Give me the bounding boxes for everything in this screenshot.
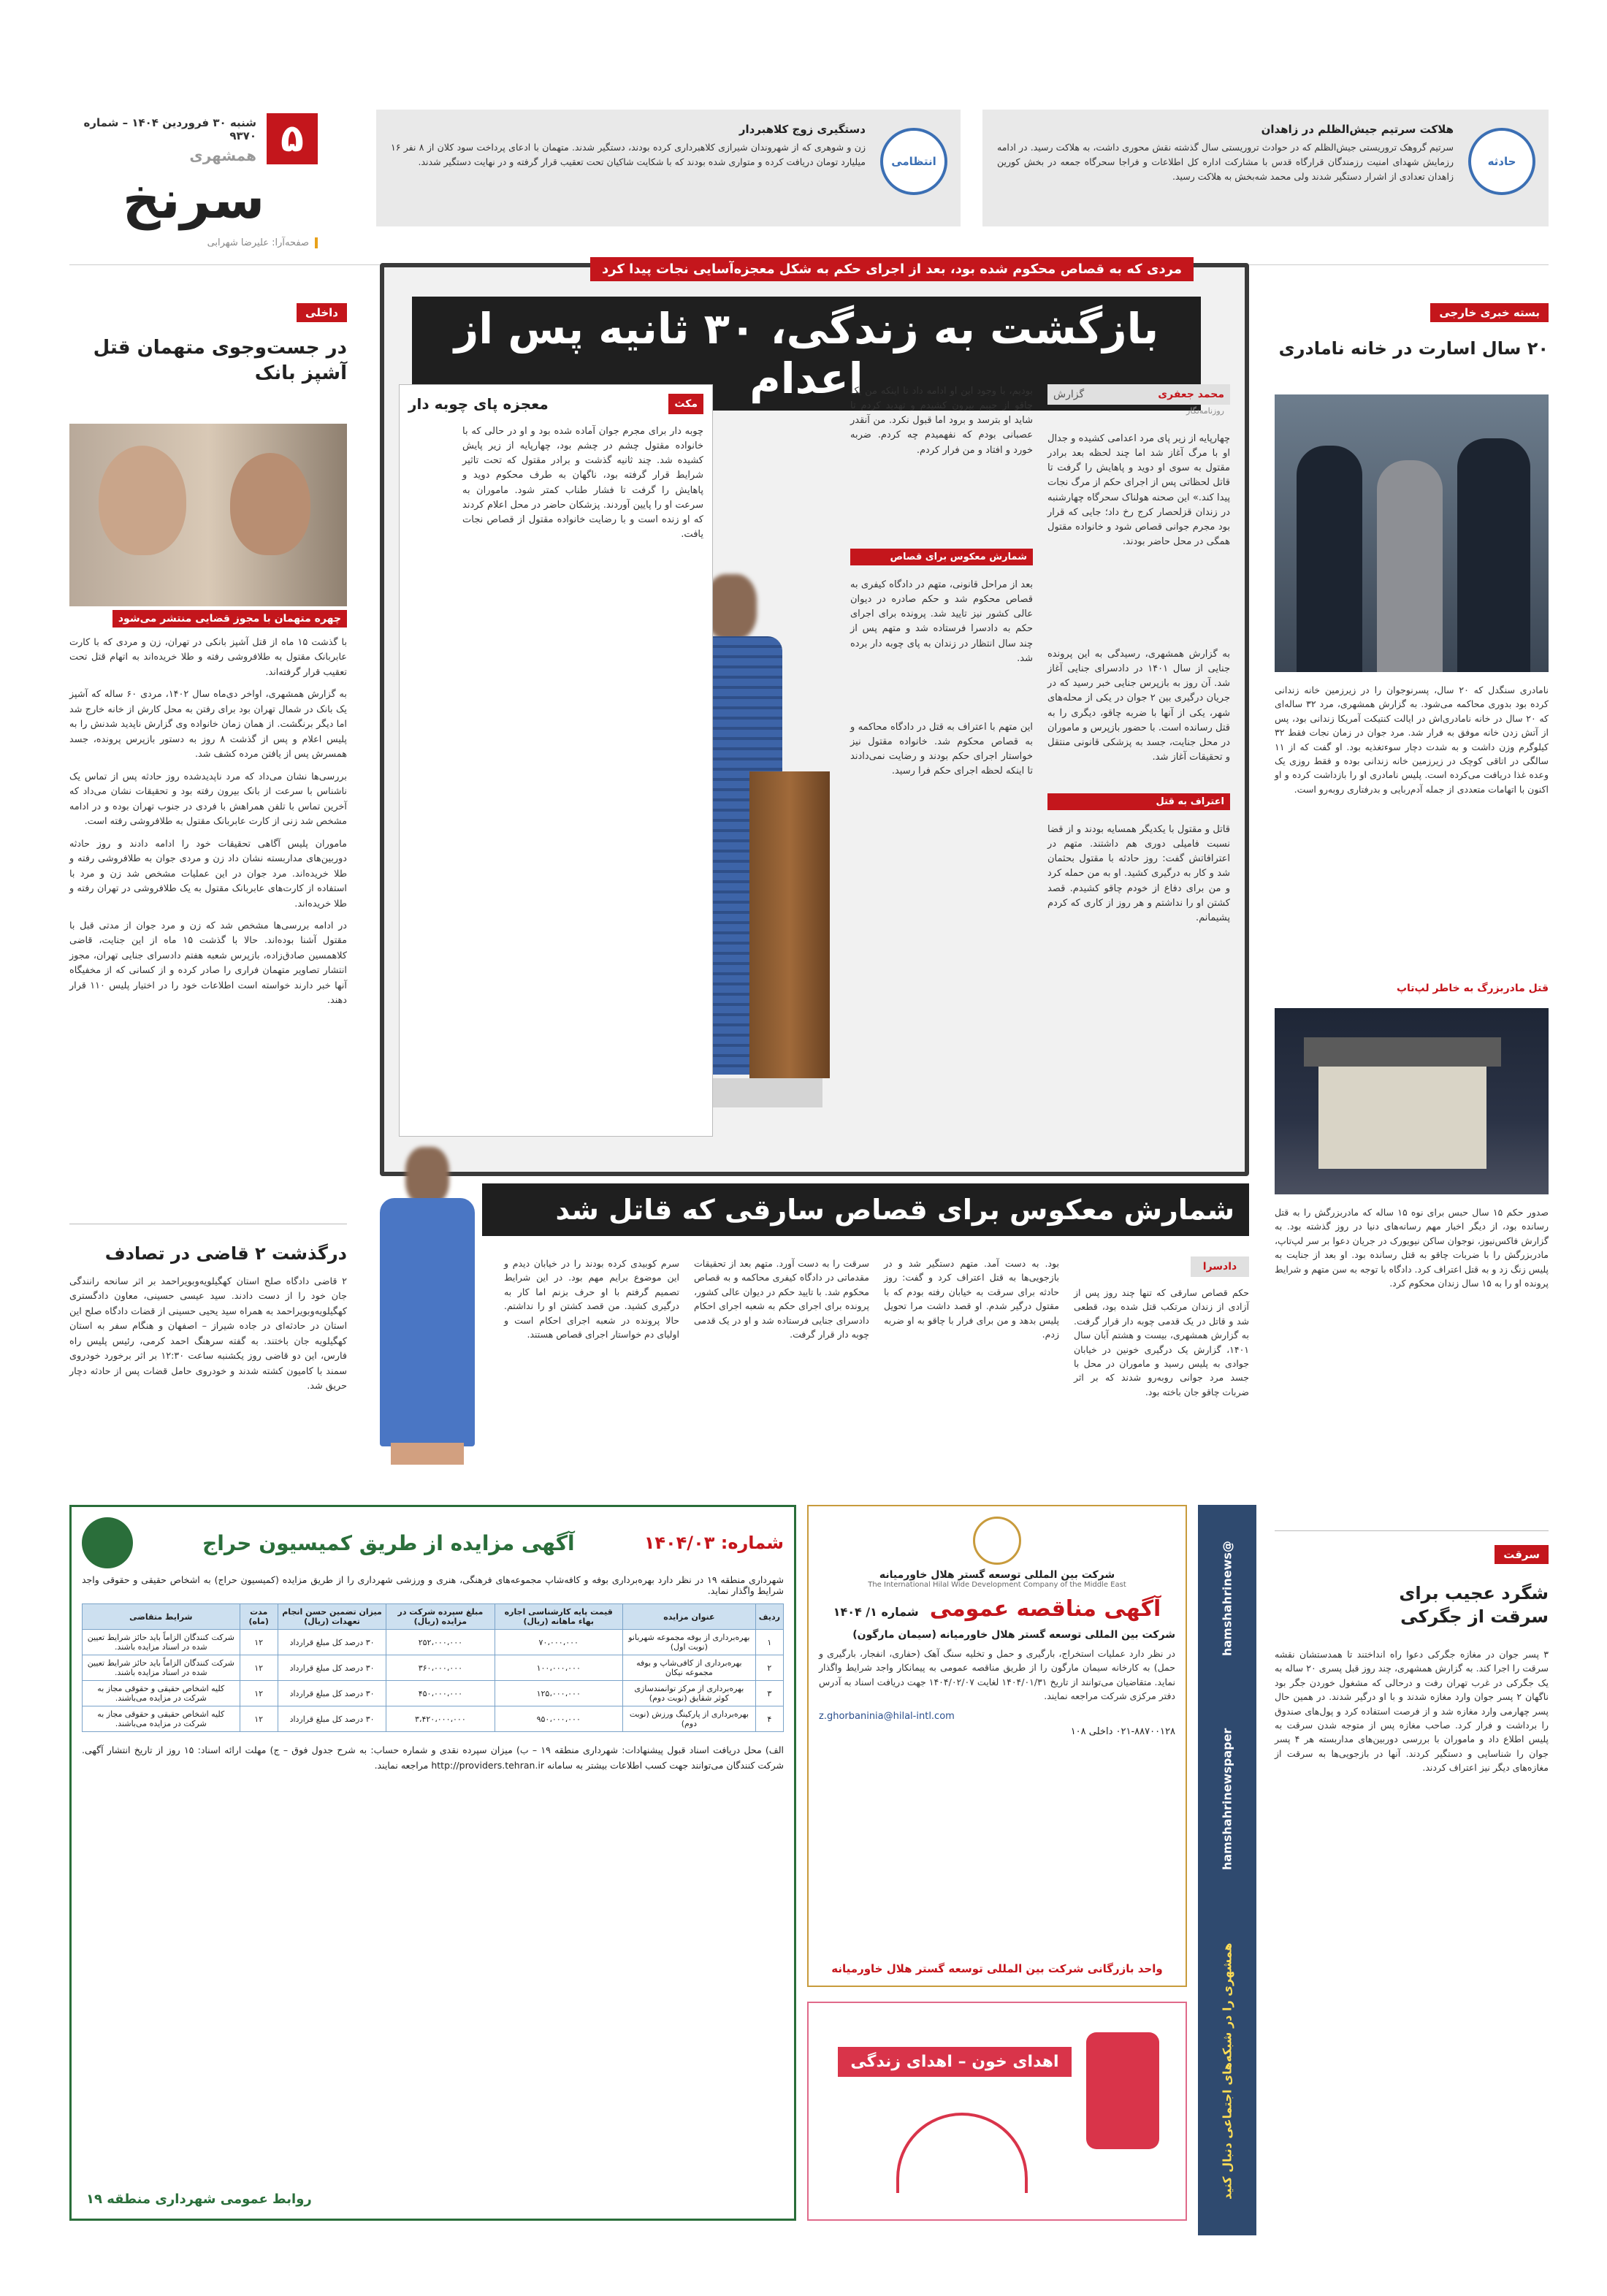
news-strip-item-2	[376, 110, 961, 226]
sidebar-box	[399, 384, 713, 1137]
company-en: The International Hilal Wide Development Company of the Middle East	[868, 1581, 1126, 1589]
auction-number: شماره: ۱۴۰۴/۰۳	[644, 1533, 784, 1553]
second-headline: شمارش معکوس برای قصاص سارقی که قاتل شد	[482, 1183, 1249, 1236]
story-body: با گذشت ۱۵ ماه از قتل آشپز بانکی در تهران، زن و مردی که با کارت عابربانک مقتول به طلافروشی رفته و طلا خریده‌اند به اتهام قتل تحت تعقیب قرار گرفته‌اند. به گزارش همشهری، اواخر دی‌ماه سال ۱۴۰۲، مردی ۶۰ ساله که آشپز یک بانک در شمال تهران بود برای رفتن به محل کارش از خانه خارج شد اما دیگر برنگشت. از همان زمان خانواده وی گزارش ناپدید شدنش را به پلیس اعلام و پس از گذشت ۸ روز به دستور بازپرس پرونده، جسد همسرش پس از یافتن مرده کشف شد. بررسی‌ها نشان می‌داد که مرد ناپدیدشده روز حادثه پس از تماس یک ناشناس با سرعت از بانک بیرون رفته بود و تحقیقات نشان می‌داد که آخرین تماس با تلفن همراهش با فردی در جنوب تهران بوده و در ادامه مشخص شد زنی از کارت عابربانک مقتول به طلافروشی رفته است. ماموران پلیس آگاهی تحقیقات خود را ادامه دادند و روز حادثه دوربین‌های مداربسته نشان داد زن و مردی جوان به طلافروشی رفته و طلا خریده‌اند. مرد جوان در این عملیات مشخص شد زن و مرد با استفاده از کارت‌های عابربانک مقتول به یک طلافروشی در تهران رفته و طلا خریده‌اند. در ادامه بررسی‌ها مشخص شد که زن و مرد جوان از مدتی قبل با مقتول آشنا بوده‌اند. حالا با گذشت ۱۵ ماه از این جنایت، قاضی کلاهمسین صادق‌زاده، بازپرس شعبه هفتم دادسرای جنایی تهران، مجوز انتشار تصاویر متهمان فراری را صادر کرده و از کسانی که از مخفیگاه آنها خبر دارند خواسته است اطلاعات خود را در اختیار پلیس ۱۱۰ قرار دهند.	[69, 637, 348, 1007]
right-column	[1275, 303, 1549, 2239]
auction-title: آگهی مزایده از طریق کمیسیون حراج	[202, 1530, 575, 1555]
table-row: ۳ بهره‌برداری از مرکز توانمندسازی کوثر شقایق (نوبت دوم) ۱۲۵،۰۰۰،۰۰۰ ۴۵۰،۰۰۰،۰۰۰ ۳۰ درصد کل مبلغ قرارداد ۱۲ کلیه اشخاص حقیقی و حقوقی مجاز به شرکت در مزایده می‌باشند.	[83, 1681, 784, 1706]
face-right	[230, 453, 310, 555]
tender-ad	[807, 1505, 1187, 1987]
convict-head	[405, 1147, 449, 1205]
social-handle: @hamshahrinews	[1220, 1541, 1234, 1657]
left-column	[69, 303, 347, 1450]
company-fa: شرکت بین المللی توسعه گستر هلال خاورمیانه	[879, 1569, 1115, 1581]
subhead: قتل مادربزرگ به خاطر لپ‌تاپ	[1396, 983, 1549, 994]
auction-ad	[69, 1505, 796, 2221]
social-strip	[1198, 1505, 1256, 2235]
auction-signature: روابط عمومی شهرداری منطقه ۱۹	[86, 2192, 312, 2207]
tender-title: آگهی مناقصه عمومی	[929, 1596, 1161, 1622]
auction-intro: شهرداری منطقه ۱۹ در نظر دارد بهره‌برداری بوفه و کافه‌شاپ مجموعه‌های فرهنگی، هنری و ورزشی شهرداری را از طریق مزایده (کمیسیون حراج) به اشخاص حقیقی و حقوقی واجد شرایط واگذار نماید.	[82, 1574, 785, 1596]
section-tag: بسته خبری خارجی	[1430, 303, 1549, 322]
lead-paragraph: چهارپایه از زیر پای مرد اعدامی کشیده و جدال او با مرگ آغاز شد اما چند لحظه بعد برادر مقتول به سوی او دوید و پاهایش را گرفت تا قاتل لحظاتی پس از اجرای حکم از مرگ نجات پیدا کند.» این صحنه هولناک سحرگاه چهارشنبه در زندان قزلحصار کرج رخ داد؛ جایی که قرار بود مجرم جوانی قصاص شود و خانواده مقتول همگی در محل حاضر بودند.	[1047, 433, 1230, 547]
byline	[1047, 384, 1230, 417]
roof	[1304, 1037, 1501, 1067]
news-title: دستگیری زوج کلاهبردار	[738, 123, 866, 136]
section-tag-wrap	[1495, 1545, 1549, 1564]
house	[1318, 1059, 1486, 1169]
table-row: ۲ بهره‌برداری از کافی‌شاپ و بوفه مجموعه نیکان ۱۰۰،۰۰۰،۰۰۰ ۳۶۰،۰۰۰،۰۰۰ ۳۰ درصد کل مبلغ قرارداد ۱۲ شرکت کنندگان الزاماً باید حائز شرایط تعیین شده در اسناد مزایده باشند.	[83, 1655, 784, 1681]
news-body: زن و شوهری که از شهروندان شیرازی کلاهبرداری کرده بودند، دستگیر شدند. متهمان با ادعای پرداخت سود کلان از ۸ نفر ۱۶ میلیارد تومان دریافت کرده و متواری شده بودند که با شکایت شاکیان تحت تعقیب قرار گرفته و در نهایت دستگیر شدند.	[391, 142, 866, 167]
tender-phone: ۰۲۱-۸۸۷۰۰۱۲۸ داخلی ۱۰۸	[1070, 1725, 1175, 1737]
rubric: گزارش	[1053, 389, 1085, 400]
figure-officer-1	[1297, 446, 1362, 672]
news-strip-item-1	[982, 110, 1549, 226]
tender-signature: واحد بازرگانی شرکت بین المللی توسعه گستر هلال خاورمیانه	[831, 1962, 1163, 1975]
convict-body	[380, 1198, 475, 1446]
main-headline: بازگشت به زندگی، ۳۰ ثانیه پس از اعدام	[412, 297, 1201, 411]
convict-legs	[391, 1443, 464, 1465]
table-header: عنوان مزایده	[622, 1604, 755, 1630]
rubric: دادسرا	[1191, 1256, 1249, 1277]
photo-caption: چهره متهمان با مجوز قضایی منتشر می‌شود	[112, 610, 347, 628]
tender-body: در نظر دارد عملیات استخراج، بارگیری و حمل و تخلیه سنگ آهک (حفاری، انفجار، بارگیری و حمل) به کارخانه سیمان مارگون را از طریق مناقصه عمومی به پیمانکار واجد شرایط واگذار نماید. متقاضیان می‌توانند از تاریخ ۱۴۰۴/۰۱/۳۱ لغایت ۱۴۰۴/۰۲/۰۷ جهت دریافت اسناد به آدرس دفتر مرکزی شرکت مراجعه نمایند.	[819, 1648, 1175, 1702]
divider	[1275, 1530, 1549, 1531]
col4b-text: این متهم با اعتراف به قتل در دادگاه محاکمه و به قصاص محکوم شد. خانواده مقتول نیز خواستار اجرای حکم بودند و رضایت نمی‌دادند تا اینکه لحظه اجرای حکم فرا رسید.	[850, 722, 1033, 777]
badge-stamp-icon: انتظامی	[880, 128, 947, 195]
podium	[749, 771, 830, 1078]
tender-number: شماره ۱/ ۱۴۰۴	[833, 1605, 919, 1619]
blood-donation-ad	[807, 2002, 1187, 2221]
box-label: مکث	[668, 394, 703, 414]
story-title: ۲۰ سال اسارت در خانه نامادری	[1278, 338, 1549, 359]
section-logo: سرنخ	[122, 169, 265, 230]
second-story	[482, 1183, 1249, 1476]
story-body: ۳ پسر جوان در مغازه جگرکی دعوا راه انداختند تا همدستشان نقشه سرقت را اجرا کند. به گزارش همشهری، چند روز قبل پسری ۲۰ ساله به یک جگرکی در غرب تهران رفت و درحالی که مشغول خوردن جگر بود ناگهان ۲ پسر جوان وارد مغازه شدند و با او درگیر شدند. در همین حال پسر چهارمی وارد مغازه شد و از فرصت استفاده کرد و پول‌های صندوق را برداشت و فرار کرد. صاحب مغازه پس از متوجه شدن سرقت به پلیس اطلاع داد و ماموران با بررسی دوربین‌های مداربسته هر ۴ پسر جوان را شناسایی و دستگیر کردند. آنها در بازجویی‌ها به سرقت از مغازه‌های دیگر نیز اعتراف کردند.	[1275, 1649, 1549, 1773]
story-body: نامادری سنگدل که ۲۰ سال، پسرنوجوان را در زیرزمین خانه زندانی کرده بود بدوری محاکمه می‌شود. به گزارش همشهری، مرد ۳۲ ساله‌ای که ۲۰ سال در خانه نامادری‌اش در ایالت کنتیکت آمریکا زندانی بود، پس از آتش زدن خانه موفق به فرار شد. مرد جوان در زمان نجات فقط ۳۲ کیلوگرم وزن داشت و به شدت دچار سوءتغذیه بود. او گفت که از ۱۱ سالگی در اتاقی کوچک در زیرزمین خانه زندانی بوده و فقط روزی یک وعده غذا دریافت می‌کرده است. پلیس نامادری او را بازداشت کرده و او اکنون با اتهامات متعددی از جمله آدم‌ربایی و بدرفتاری روبه‌رو است.	[1275, 684, 1549, 795]
col2-text: بود. به دست آمد. متهم دستگیر شد و در بازجویی‌ها به قتل اعتراف کرد و گفت: روز حادثه برای سرقت به خیابان رفته بودم که با مقتول درگیر شدم. او قصد داشت مرا تحویل پلیس بدهد و من برای فرار با چاقو به او ضربه زدم.	[884, 1258, 1059, 1340]
auction-footer: الف) محل دریافت اسناد قبول پیشنهادات: شهرداری منطقه ۱۹ – ب) میزان سپرده نقدی و شماره حساب: به شرح جدول فوق – ج) مهلت ارائه اسناد: ۱۵ روز از تاریخ انتشار آگهی. شرکت کنندگان می‌توانند جهت کسب اطلاعات بیشتر به سامانه http://providers.tehran.ir مراجعه نمایند.	[82, 1744, 785, 1771]
col4-text: بودیم، با وجود این او ادامه داد تا اینکه من یک چاقو از جیبم بیرون کشیدم و تهدید کردم تا شاید او بترسد و برود اما قبول نکرد. من آنقدر عصبانی بودم که نفهمیدم چه کردم. ضربه خورد و افتاد و من فرار کردم.	[850, 386, 1033, 456]
house-photo	[1275, 1008, 1549, 1194]
table-header: مبلغ سپرده شرکت در مزایده (ریال)	[386, 1604, 495, 1630]
social-text	[1198, 1505, 1256, 2235]
col4-text: سرم کوبیدی کرده بودند را در خیابان دیدم و این موضوع برایم مهم بود. در این شرایط تصمیم گرفتم با او حرف بزنم اما کار به درگیری کشید. من قصد کشتن او را نداشتم. حالا پرونده در شعبه اجرای احکام است و اولیای دم خواستار اجرای قصاص هستند.	[504, 1258, 679, 1340]
table-header: ردیف	[755, 1604, 783, 1630]
section-tag: داخلی	[297, 303, 347, 322]
figure-officer-2	[1457, 438, 1530, 672]
blood-bag-icon	[1086, 2032, 1159, 2149]
subhead: شمارش معکوس برای قصاص	[850, 549, 1033, 565]
tender-email[interactable]: z.ghorbaninia@hilal-intl.com	[819, 1710, 955, 1722]
table-row: ۴ بهره‌برداری از پارکینگ ورزش (نوبت دوم) ۹۵۰،۰۰۰،۰۰۰ ۳،۴۲۰،۰۰۰،۰۰۰ ۳۰ درصد کل مبلغ قرارداد ۱۲ کلیه اشخاص حقیقی و حقوقی مجاز به شرکت در مزایده می‌باشند.	[83, 1706, 784, 1732]
section-tag: سرقت	[1495, 1545, 1549, 1564]
story-body: ۲ قاضی دادگاه صلح استان کهگیلویه‌وبویراحمد بر اثر سانحه رانندگی جان خود را از دست دادند. سید عیسی حسینی، معاون دادگستری کهگیلویه‌وبویراحمد به همراه سید یحیی حسینی از قضات دادگاه صلح این استان در حادثه‌ای در جاده شیراز – اصفهان و هنگام سفر به استان کهگیلویه جان باختند. به گفته سرهنگ احمد کرمی، رئیس پلیس راه فارس، این دو قاضی روز یکشنبه ساعت ۱۲:۳۰ بر اثر برخورد خودروی سمند با کامیون کشته شدند و خودروی حامل قضات پس از حادثه دچار حریق شد.	[69, 1276, 347, 1392]
subhead: اعتراف به قتل	[1047, 793, 1230, 810]
company-logo-icon	[973, 1517, 1021, 1565]
col2-text: به گزارش همشهری، رسیدگی به این پرونده جنایی از سال ۱۴۰۱ در دادسرای جنایی آغاز شد. آن روز به بازپرس جنایی خبر رسید که در جریان درگیری بین ۲ جوان در یکی از محله‌های شهر، یکی از آنها با ضربه چاقو، دیگری را به قتل رسانده است. با حضور بازپرس و ماموران در محل جنایت، جسد به پزشکی قانونی منتقل و تحقیقات آغاز شد.	[1047, 649, 1230, 763]
table-header: میزان تضمین حسن انجام تعهدات (ریال)	[278, 1604, 386, 1630]
suspects-photo	[69, 424, 347, 606]
page-number-box: ۵	[267, 113, 318, 164]
tender-sub: شرکت بین المللی توسعه گستر هلال خاورمیانه (سیمان مارگون)	[852, 1629, 1175, 1641]
social-paper: hamshahrinewspaper	[1220, 1728, 1234, 1871]
convict-head	[706, 574, 757, 640]
editor-line: صفحه‌آرا: علیرضا شهرابی	[69, 237, 318, 248]
blood-ad-text: اهدای خون – اهدای زندگی	[838, 2047, 1072, 2077]
col1-text: حکم قصاص سارقی که تنها چند روز پس از آزادی از زندان مرتکب قتل شده بود، قطعی شد و قاتل در یک قدمی چوبه دار قرار گرفت. به گزارش همشهری، بیست و هشتم آبان سال ۱۴۰۱، گزارش یک درگیری خونین در خیابان جوادی به پلیس رسید و ماموران در محل با جسد مرد جوانی روبه‌رو شدند که بر اثر ضربات چاقو جان باخته بود.	[1074, 1287, 1249, 1397]
face-left	[99, 446, 186, 555]
box-body: چوبه دار برای مجرم جوان آماده شده بود و او در حالی که با خانواده مقتول چشم در چشم بود، چهارپایه از زیر پایش کشیده شد. چند ثانیه گذشت و برادر مقتول که تحت تاثیر شرایط قرار گرفته بود، ناگهان به طرف محکوم دوید و پاهایش را گرفت تا فشار طناب کمتر شود. ماموران به سرعت او را پایین آوردند. پزشکان حاضر در محل اعلام کردند که او زنده است و با رضایت خانواده مقتول از قصاص نجات یافت.	[462, 426, 703, 540]
badge-stamp-icon: حادثه	[1468, 128, 1535, 195]
figure-woman	[1377, 460, 1443, 672]
arrest-photo	[1275, 394, 1549, 672]
box-title: معجزه پای چوبه دار	[408, 395, 549, 413]
col3-text: سرقت را به دست آورد. متهم بعد از تحقیقات مقدماتی در دادگاه کیفری محاکمه و به قصاص محکوم شد. با تایید حکم در دیوان عالی کشور، پرونده برای اجرای حکم به شعبه اجرای احکام دادسرای جنایی فرستاده شد و او در یک قدمی چوبه دار قرار گرفت.	[694, 1258, 869, 1340]
auction-table	[82, 1603, 784, 1732]
story-title: شگرد عجیب برای سرقت از جگرکی	[1399, 1583, 1549, 1628]
col2b-text: بعد از مراحل قانونی، متهم در دادگاه کیفری به قصاص محکوم شد و حکم صادره در دیوان عالی کشور نیز تایید شد. پرونده برای اجرای حکم به دادسرا فرستاده شد و متهم پس از چند سال انتظار در زندان به پای چوبه دار برده شد.	[850, 579, 1033, 664]
table-row: ۱ بهره‌برداری از بوفه مجموعه شهربانو (نوبت اول) ۷۰،۰۰۰،۰۰۰ ۲۵۲،۰۰۰،۰۰۰ ۳۰ درصد کل مبلغ قرارداد ۱۲ شرکت کنندگان الزاماً باید حائز شرایط تعیین شده در اسناد مزایده باشند.	[83, 1630, 784, 1655]
news-title: هلاکت سرتیم جیش‌الظلم در زاهدان	[1261, 123, 1454, 136]
story-title: در جست‌وجوی متهمان قتل آشپز بانک	[93, 337, 347, 385]
main-story	[380, 263, 1249, 1176]
date-line: شنبه ۳۰ فروردین ۱۴۰۴ – شماره ۹۳۷۰	[83, 116, 256, 142]
social-follow-text: همشهری را در شبکه‌های اجتماعی دنبال کنید	[1220, 1942, 1234, 2200]
municipality-logo-icon	[82, 1517, 133, 1568]
main-kicker: مردی که به قصاص محکوم شده بود، بعد از اجرای حکم به شکل معجزه‌آسایی نجات پیدا کرد	[590, 257, 1194, 281]
news-body: سرتیم گروهک تروریستی جیش‌الظلم که در حوادث تروریستی سال گذشته نقش محوری داشت، به هلاکت رسید. در ادامه رزمایش شهدای امنیت رزمندگان قرارگاه قدس با مشارکت اداره کل اطلاعات و فراجا سحرگاه جمعه در بخش کورین زاهدان تعدادی از اشرار دستگیر شدند ولی محمد شه‌بخش به هلاکت رسید.	[997, 142, 1454, 182]
table-header: شرایط متقاضی	[83, 1604, 240, 1630]
author-role: روزنامه‌نگار	[1186, 406, 1224, 416]
section-masthead	[69, 113, 318, 259]
author-name: محمد جعفری	[1158, 389, 1224, 400]
col3-text: قاتل و مقتول با یکدیگر همسایه بودند و از قضا نسبت فامیلی دوری هم داشتند. متهم در اعترافاتش گفت: روز حادثه با مقتول بحثمان شد و کار به درگیری کشید. او به من حمله کرد و من برای دفاع از خودم چاقو کشیدم. قصد کشتن او را نداشتم و هر روز از کاری که کردم پشیمانم.	[1047, 824, 1230, 923]
convict-photo-2	[365, 1147, 497, 1468]
heart-tube-icon	[896, 2113, 1028, 2193]
table-header: مدت (ماه)	[240, 1604, 278, 1630]
story-title: درگذشت ۲ قاضی در تصادف	[104, 1243, 347, 1264]
paper-name: همشهری	[189, 147, 256, 164]
story-body: صدور حکم ۱۵ سال حبس برای نوه ۱۵ ساله که مادربزرگش را به قتل رسانده بود، از دیگر اخبار مهم رسانه‌های دنیا در روز گذشته بود. به گزارش فاکس‌نیوز، نوجوان ساکن نیویورک در جریان دعوا بر سر لپ‌تاپ، مادربزرگش را با ضربات چاقو به قتل رسانده بود. او بعد از جنایت به پلیس زنگ زد و به قتل اعتراف کرد. دادگاه با توجه به سن متهم و شرایط پرونده او را به ۱۵ سال زندان محکوم کرد.	[1275, 1207, 1549, 1289]
table-header: قیمت پایه کارشناسی اجاره بهاء ماهانه (ریال)	[495, 1604, 622, 1630]
